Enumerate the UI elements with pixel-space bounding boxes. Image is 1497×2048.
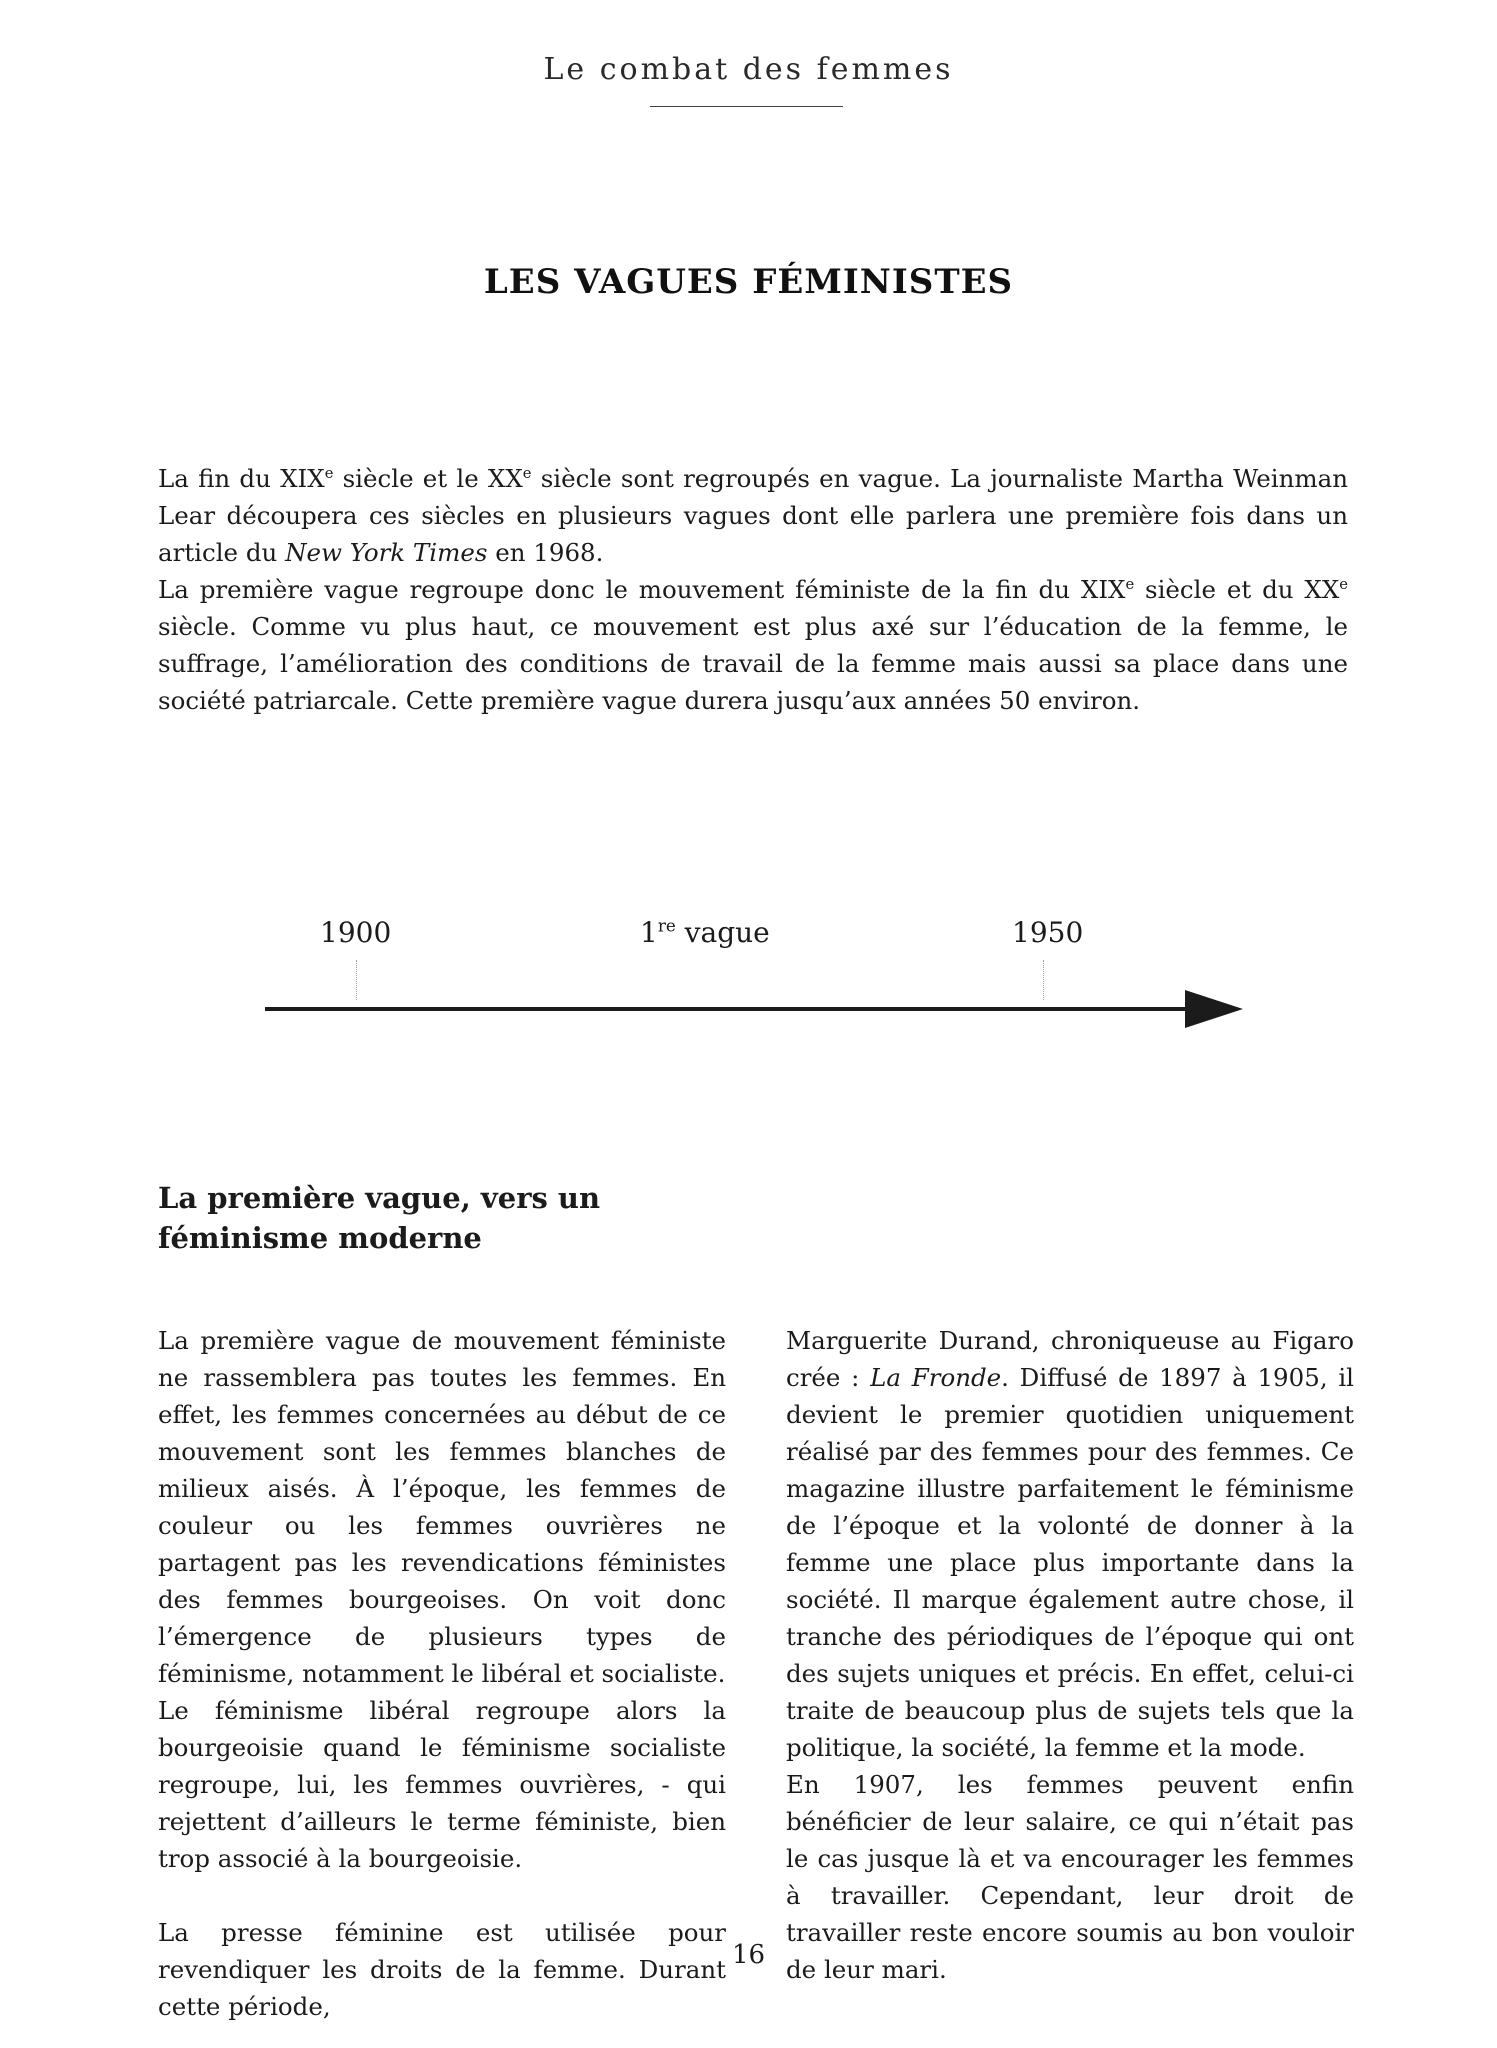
right-column (786, 1322, 1354, 1988)
paragraph-spacer (158, 1877, 726, 1914)
page-title: LES VAGUES FÉMINISTES (483, 262, 1014, 302)
right-paragraph-2: En 1907, les femmes peuvent enfin bénéficier de leur salaire, ce qui n’était pas le cas jusque là et va encourager les femmes à travailler. Cependant, leur droit de travailler reste encore soumis au bon vouloir de leur mari. (786, 1770, 1354, 1984)
text-run: Marguerite Durand, chroniqueuse au Figaro crée : (786, 1326, 1354, 1392)
intro-text (158, 460, 1348, 719)
text-run: La première vague regroupe donc le mouvement féministe de la fin du XIX (158, 575, 1126, 604)
timeline-arrowhead (1185, 990, 1243, 1028)
text-run: en 1968. (487, 538, 604, 567)
text-run: La fin du XIX (158, 464, 325, 493)
timeline-tick-start (356, 960, 357, 1000)
superscript: e (324, 464, 334, 482)
left-paragraph-2: Le féminisme libéral regroupe alors la bourgeoisie quand le féminisme socialiste regroupe, lui, les femmes ouvrières, - qui rejettent d’ailleurs le terme féministe, bien trop associé à la bourgeoisie. (158, 1696, 726, 1873)
timeline-tick-end (1043, 960, 1044, 1000)
superscript: e (522, 464, 532, 482)
text-run: 1 (640, 916, 658, 949)
timeline-start-label: 1900 (320, 916, 392, 949)
section-title: La première vague, vers un féminisme moderne (158, 1181, 601, 1255)
timeline-end-label: 1950 (1012, 916, 1084, 949)
text-run: siècle et le XX (333, 464, 523, 493)
left-column (158, 1322, 726, 2025)
text-run: siècle. Comme vu plus haut, ce mouvement est plus axé sur l’éducation de la femme, le suffrage, l’amélioration des conditions de travail de la femme mais aussi sa place dans une société patriarcale. Cette première vague durera jusqu’aux années 50 environ. (158, 612, 1348, 715)
timeline-wave-label (640, 916, 770, 949)
superscript: e (1125, 575, 1135, 593)
text-run: vague (675, 916, 770, 949)
newspaper-title: La Fronde (870, 1363, 1002, 1392)
text-run: . Diffusé de 1897 à 1905, il devient le premier quotidien uniquement réalisé par des femmes pour des femmes. Ce magazine illustre parfaitement le féminisme de l’époque et la volonté de donner à la femme une place plus importante dans la société. Il marque également autre chose, il tranche des périodiques de l’époque qui ont des sujets uniques et précis. En effet, celui-ci traite de beaucoup plus de sujets tels que la politique, la société, la femme et la mode. (786, 1363, 1354, 1762)
page-number: 16 (731, 1940, 766, 1970)
text-run: siècle et du XX (1134, 575, 1340, 604)
superscript: re (657, 915, 676, 936)
right-paragraph-1 (786, 1322, 1354, 1766)
intro-paragraph-1 (158, 460, 1348, 571)
intro-paragraph-2 (158, 571, 1348, 719)
running-header: Le combat des femmes (543, 52, 954, 87)
header-rule (650, 106, 843, 107)
timeline-axis (265, 1007, 1190, 1011)
left-paragraph-3: La presse féminine est utilisée pour revendiquer les droits de la femme. Durant cette période, (158, 1918, 726, 2021)
left-paragraph-1: La première vague de mouvement féministe ne rassemblera pas toutes les femmes. En effet, les femmes concernées au début de ce mouvement sont les femmes blanches de milieux aisés. À l’époque, les femmes de couleur ou les femmes ouvrières ne partagent pas les revendications féministes des femmes bourgeoises. On voit donc l’émergence de plusieurs types de féminisme, notamment le libéral et socialiste. (158, 1326, 726, 1688)
text-run: siècle sont regroupés en vague. La journaliste Martha Weinman Lear découpera ces siècles en plusieurs vagues dont elle parlera une première fois dans un article du (158, 464, 1348, 567)
superscript: e (1339, 575, 1348, 593)
newspaper-title: New York Times (285, 538, 488, 567)
